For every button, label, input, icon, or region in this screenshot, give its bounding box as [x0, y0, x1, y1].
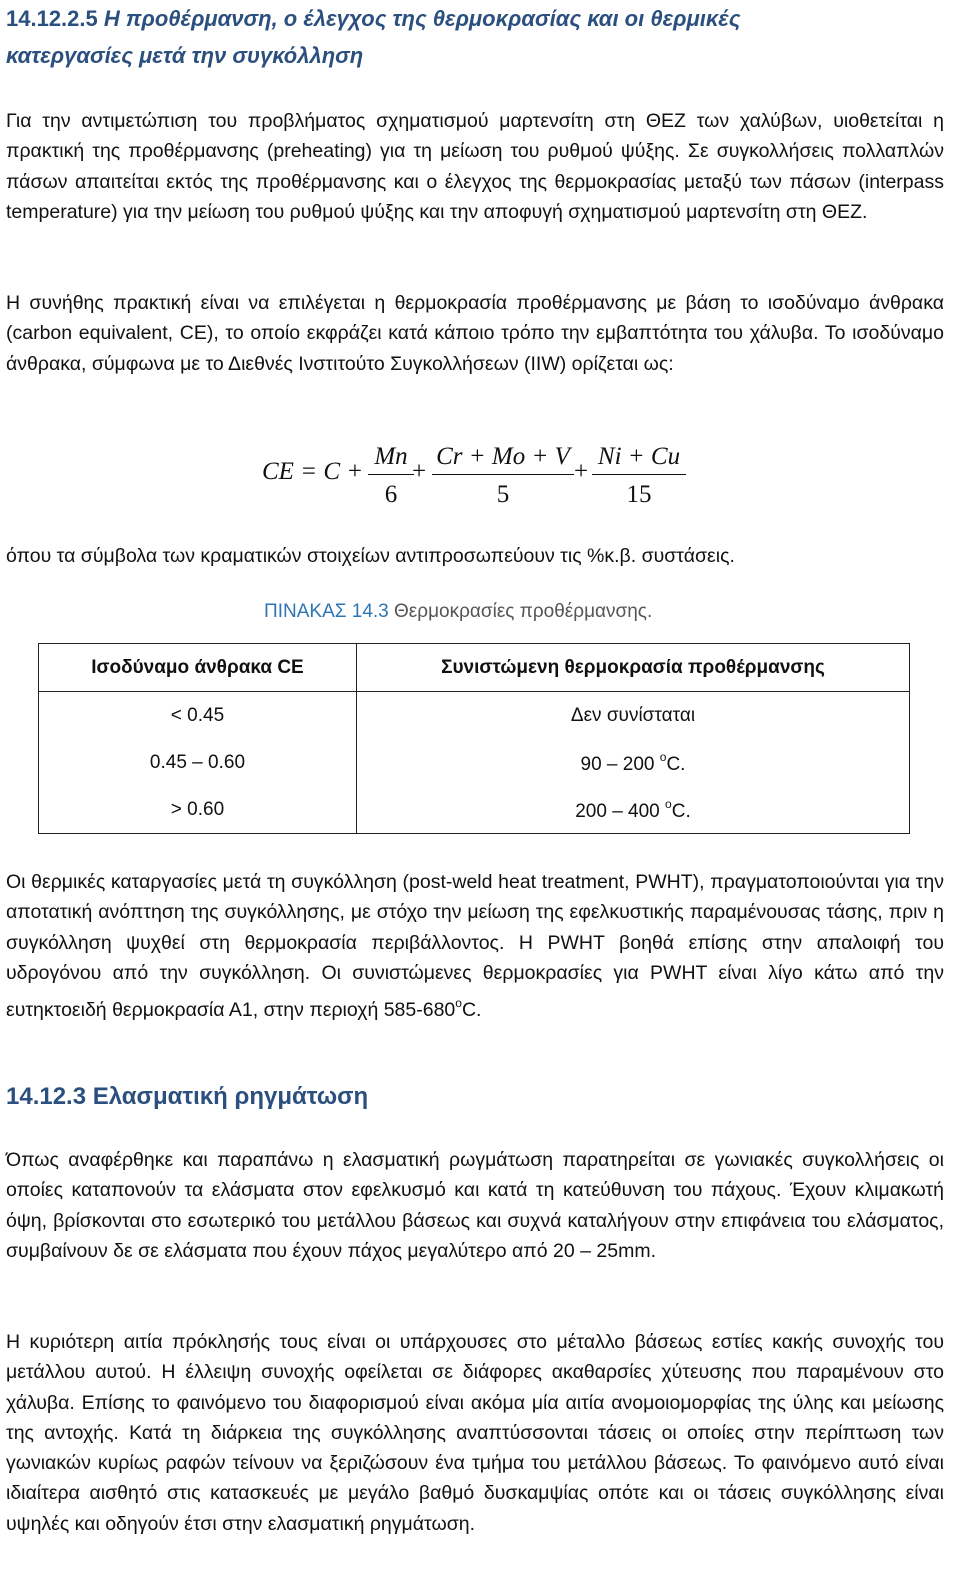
table-cell-ce: > 0.60: [39, 786, 357, 834]
paragraph-symbols-note: όπου τα σύμβολα των κραματικών στοιχείων αντιπροσωπεύουν τις %κ.β. συστάσεις.: [6, 545, 735, 567]
formula-term-cr-mo-v: [432, 440, 574, 511]
formula-plus-1: +: [412, 458, 427, 485]
preheat-temperature-table: [38, 643, 910, 834]
formula-lhs: CE = C +: [262, 458, 364, 485]
section-number: 14.12.2.5: [6, 6, 98, 31]
table-row: [39, 739, 910, 786]
table-header-temperature: Συνιστώμενη θερμοκρασία προθέρμανσης: [356, 644, 909, 692]
formula-term3-numerator: Ni + Cu: [597, 443, 681, 470]
table-caption-label: ΠΙΝΑΚΑΣ 14.3: [264, 601, 389, 622]
section-title-line1: Η προθέρμανση, ο έλεγχος της θερμοκρασίας και οι θερμικές: [97, 6, 741, 31]
temperature-value: Δεν συνίσταται: [570, 704, 696, 726]
temperature-unit: C.: [671, 800, 691, 822]
formula-term1-numerator: Mn: [374, 443, 408, 470]
paragraph-lamellar-description: Όπως αναφέρθηκε και παραπάνω η ελασματική ρωγμάτωση παρατηρείται σε γωνιακές συγκολλήσεις οι οποίες καταπονούν τα ελάσματα στον εφελκυσμό και κατά τη κατεύθυνση του πάχους. Έχουν κλιμακωτή όψη, βρίσκονται στο εσωτερικό του μετάλλου βάσεως και συχνά καταλήγουν στην επιφάνεια του ελάσματος, συμβαίνουν δε σε ελάσματα που έχουν πάχος μεγαλύτερο από 20 – 25mm.: [6, 1149, 944, 1262]
formula-term-ni-cu: [592, 440, 686, 511]
table-cell-ce: 0.45 – 0.60: [39, 739, 357, 786]
temperature-value: 90 – 200: [580, 753, 660, 775]
formula-term-mn: [368, 440, 414, 511]
formula-term2-denominator: 5: [496, 481, 510, 508]
section-heading-lamellar-tearing: 14.12.3 Ελασματική ρηγμάτωση: [6, 1083, 369, 1110]
pwht-unit: C.: [461, 999, 482, 1022]
table-cell-temperature: [356, 692, 909, 740]
table-cell-temperature: [356, 739, 909, 786]
pwht-text: Οι θερμικές καταργασίες μετά τη συγκόλληση (post-weld heat treatment, PWHT), πραγματοποιούνται για την αποτατική ανόπτηση της συγκόλλησης, με στόχο την μείωση της εφελκυστικής παραμένουσας τάσης, πριν η συγκόλληση ψυχθεί στη θερμοκρασία περιβάλλοντος. Η PWHT βοηθά επίσης στην απαλοιφή του υδρογόνου από την συγκόλληση. Οι συνιστώμενες θερμοκρασίες για PWHT είναι λίγο κάτω από την ευτηκτοειδή θερμοκρασία Α1, στην περιοχή 585-680: [6, 871, 944, 1022]
section-title-line2: κατεργασίες μετά την συγκόλληση: [6, 43, 364, 68]
table-caption: [264, 598, 652, 626]
formula-term2-numerator: Cr + Mo + V: [436, 443, 570, 470]
table-header-ce: Ισοδύναμο άνθρακα CE: [39, 644, 357, 692]
temperature-value: 200 – 400: [575, 800, 666, 822]
paragraph-pwht: [6, 867, 944, 1025]
table-header-row: [39, 644, 910, 692]
carbon-equivalent-formula: [262, 440, 702, 514]
paragraph-preheating-intro: Για την αντιμετώπιση του προβλήματος σχηματισμού μαρτενσίτη στη ΘΕΖ των χαλύβων, υιοθετείται η πρακτική της προθέρμανσης (preheating) για τη μείωση του ρυθμού ψύξης. Σε συγκολλήσεις πολλαπλών πάσων απαιτείται εκτός της προθέρμανσης και ο έλεγχος της θερμοκρασίας μεταξύ των πάσων (interpass temperature) για την μείωση του ρυθμού ψύξης και την αποφυγή σχηματισμού μαρτενσίτη στη ΘΕΖ.: [6, 110, 944, 223]
formula-plus-2: +: [574, 458, 589, 485]
section-heading-preheating: [6, 0, 951, 74]
table-row: [39, 692, 910, 740]
formula-term3-denominator: 15: [626, 481, 652, 508]
degree-sup: o: [665, 796, 672, 811]
table-cell-ce: < 0.45: [39, 692, 357, 740]
table-row: [39, 786, 910, 834]
degree-sup: o: [455, 996, 462, 1011]
degree-sup: o: [659, 749, 667, 764]
paragraph-carbon-equivalent: Η συνήθης πρακτική είναι να επιλέγεται η θερμοκρασία προθέρμανσης με βάση το ισοδύναμο άνθρακα (carbon equivalent, CE), το οποίο εκφράζει κατά κάποιο τρόπο την εμβαπτότητα του χάλυβα. Το ισοδύναμο άνθρακα, σύμφωνα με το Διεθνές Ινστιτούτο Συγκολλήσεων (IIW) ορίζεται ως:: [6, 292, 944, 375]
paragraph-lamellar-causes: Η κυριότερη αιτία πρόκλησής τους είναι οι υπάρχουσες στο μέταλλο βάσεως εστίες κακής συνοχής του μετάλλου αυτού. Η έλλειψη συνοχής οφείλεται σε διάφορες ακαθαρσίες χύτευσης που παραμένουν στο χάλυβα. Επίσης το φαινόμενο του διαφορισμού είναι ακόμα μία αιτία ανομοιομορφίας της ύλης και μείωσης της αντοχής. Κατά τη διάρκεια της συγκόλλησης αναπτύσσονται τάσεις οι οποίες στην περίπτωση των γωνιακών κυρίως ραφών τείνουν να ξεριζώσουν ένα τμήμα του μετάλλου βάσεως. Το φαινόμενο αυτό είναι ιδιαίτερα αισθητό στις κατασκευές με μεγάλο βαθμό δυσκαμψίας οπότε και οι τάσεις συγκόλλησης είναι υψηλές και οδηγούν έτσι στην ελασματική ρηγμάτωση.: [6, 1331, 944, 1535]
formula-term1-denominator: 6: [384, 481, 398, 508]
temperature-unit: C.: [666, 753, 686, 775]
table-caption-text: Θερμοκρασίες προθέρμανσης.: [388, 601, 653, 622]
table-cell-temperature: [356, 786, 909, 834]
